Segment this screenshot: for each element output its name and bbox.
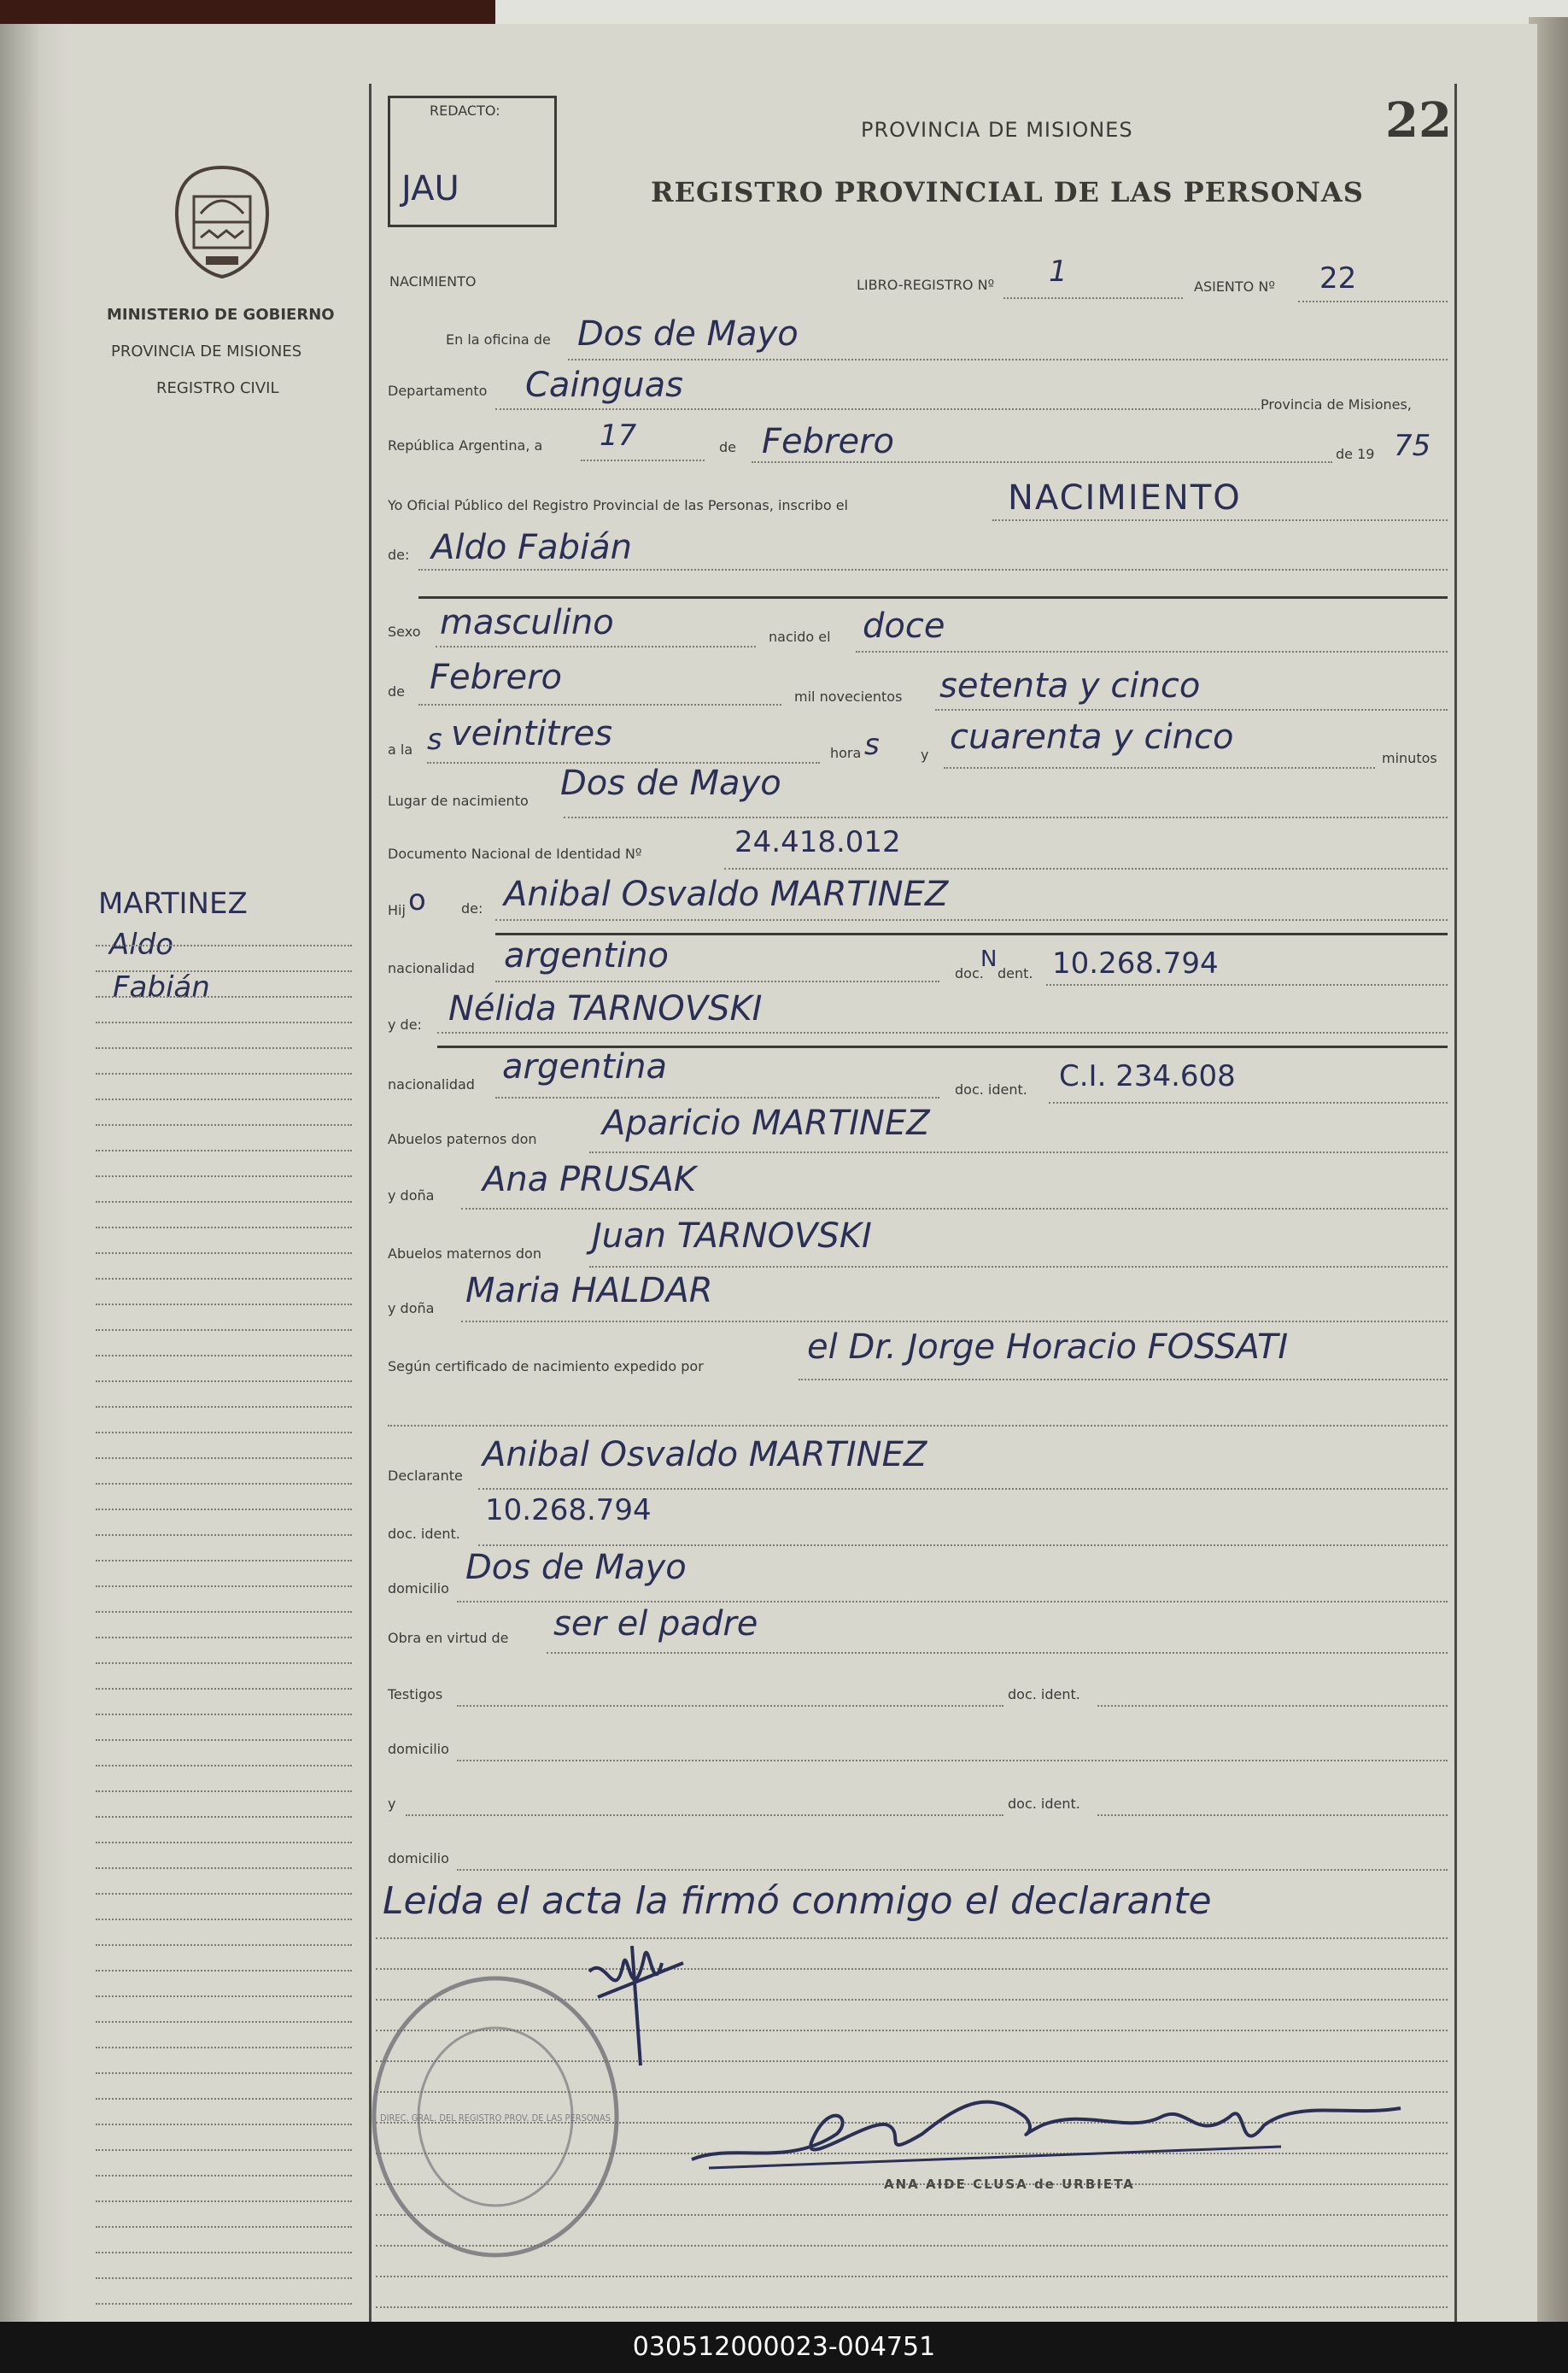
decl-doc-label: doc. ident. — [388, 1526, 460, 1542]
closing-statement: Leida el acta la firmó conmigo el declarante — [383, 1879, 1212, 1923]
testigo-2-doc-line — [1097, 1814, 1448, 1816]
mes-line — [752, 461, 1332, 463]
margin-line — [96, 1970, 352, 1972]
nacido-line — [856, 651, 1448, 653]
dia-value: 17 — [600, 419, 637, 453]
margin-line — [96, 2098, 352, 2100]
signature-line — [376, 1937, 1448, 1939]
abuela-paterna-value: Ana PRUSAK — [483, 1160, 697, 1199]
margin-line — [96, 1765, 352, 1767]
page-top-edge — [495, 0, 1568, 26]
departamento-label: Departamento — [388, 383, 488, 399]
nacido-label: nacido el — [769, 629, 831, 645]
margin-line — [96, 970, 352, 972]
padre-rule — [495, 933, 1448, 935]
left-province-label: PROVINCIA DE MISIONES — [111, 343, 302, 360]
nombre-line — [418, 569, 1448, 571]
dia-line — [581, 460, 705, 461]
provincia-suffix: Provincia de Misiones, — [1261, 396, 1412, 413]
de-padre-label: de: — [461, 900, 483, 917]
margin-line — [96, 1022, 352, 1023]
horas-label: hora — [830, 745, 862, 761]
margin-line — [96, 1611, 352, 1613]
margin-line — [96, 1432, 352, 1433]
redacto-value: JAU — [401, 169, 459, 208]
anio-value: 75 — [1394, 429, 1431, 463]
margin-line — [96, 2021, 352, 2023]
y-label-2: y — [388, 1796, 396, 1812]
testigo-2-line — [406, 1814, 1003, 1816]
domicilio-label-2: domicilio — [388, 1741, 449, 1757]
lugar-line — [564, 817, 1448, 818]
padre-nac-value: argentino — [504, 936, 669, 976]
margin-line — [96, 1047, 352, 1049]
testigo-1-domicilio-line — [457, 1760, 1448, 1761]
domicilio-line — [457, 1601, 1448, 1603]
y-dona-label: y doña — [388, 1187, 435, 1204]
margin-line — [96, 1252, 352, 1254]
madre-nac-value: argentina — [502, 1047, 667, 1087]
nacido-mes-line — [418, 704, 781, 706]
page-number: 22 — [1385, 92, 1452, 149]
doc-ident-label: doc. — [955, 965, 984, 981]
de-label-2: de — [388, 683, 405, 700]
nacionalidad-label-2: nacionalidad — [388, 1076, 475, 1093]
abuelo-paterno-line — [589, 1151, 1448, 1153]
dni-label: Documento Nacional de Identidad Nº — [388, 846, 642, 862]
obra-line — [547, 1652, 1448, 1654]
decl-doc-line — [478, 1544, 1448, 1546]
margin-line — [96, 1585, 352, 1587]
test-doc-label: doc. ident. — [1008, 1686, 1080, 1702]
abuelo-materno-line — [589, 1266, 1448, 1268]
margin-line — [96, 1919, 352, 1920]
nacido-mes-value: Febrero — [430, 658, 562, 697]
book-cover-edge — [0, 0, 495, 26]
libro-label: LIBRO-REGISTRO Nº — [857, 277, 995, 293]
departamento-value: Cainguas — [525, 366, 683, 405]
test-doc-label-2: doc. ident. — [1008, 1796, 1080, 1812]
abuela-materna-value: Maria HALDAR — [465, 1271, 713, 1310]
margin-line — [96, 1406, 352, 1408]
certificado-label: Según certificado de nacimiento expedido por — [388, 1358, 704, 1374]
de-nombre-label: de: — [388, 547, 410, 563]
margin-line — [96, 1816, 352, 1818]
oficina-line — [568, 359, 1448, 360]
margin-line — [96, 2303, 352, 2305]
margin-line — [96, 1739, 352, 1741]
madre-doc-value: C.I. 234.608 — [1059, 1059, 1236, 1093]
margin-line — [96, 1867, 352, 1869]
abuelo-materno-value: Juan TARNOVSKI — [592, 1216, 872, 1256]
margin-line — [96, 1073, 352, 1075]
a-las-suffix: s — [427, 723, 442, 757]
margin-line — [96, 2226, 352, 2228]
acto-line — [992, 519, 1448, 521]
mes-value: Febrero — [762, 422, 894, 461]
margin-line — [96, 1714, 352, 1715]
acto-value: NACIMIENTO — [1008, 478, 1242, 518]
margin-line — [96, 1944, 352, 1946]
sexo-label: Sexo — [388, 624, 421, 640]
margin-line — [96, 2175, 352, 2177]
padre-doc-value: 10.268.794 — [1052, 946, 1219, 981]
province-header: PROVINCIA DE MISIONES — [861, 118, 1133, 142]
margin-line — [96, 2149, 352, 2151]
nacido-dia-value: doce — [863, 606, 945, 646]
nacimiento-label: NACIMIENTO — [389, 273, 477, 290]
departamento-line — [495, 408, 1260, 410]
margin-line — [96, 1637, 352, 1638]
nombre-value: Aldo Fabián — [431, 528, 632, 567]
margin-second-name: Fabián — [113, 970, 210, 1005]
dni-line — [724, 868, 1448, 870]
domicilio-value: Dos de Mayo — [465, 1548, 687, 1587]
declarante-label: Declarante — [388, 1468, 463, 1484]
declarante-value: Anibal Osvaldo MARTINEZ — [483, 1435, 927, 1474]
abuela-materna-line — [461, 1321, 1448, 1322]
asiento-value: 22 — [1319, 261, 1357, 296]
domicilio-label-3: domicilio — [388, 1850, 449, 1866]
libro-value: 1 — [1049, 255, 1068, 289]
margin-line — [96, 2277, 352, 2279]
madre-nac-line — [495, 1097, 939, 1099]
margin-line — [96, 1329, 352, 1331]
asiento-line — [1298, 301, 1448, 302]
signature-line — [376, 2276, 1448, 2277]
y-de-label: y de: — [388, 1017, 422, 1033]
testigos-label: Testigos — [388, 1686, 443, 1702]
y-dona-label-2: y doña — [388, 1300, 435, 1316]
margin-line — [96, 1201, 352, 1203]
abuela-paterna-line — [461, 1208, 1448, 1210]
doc-ident-label-tail: dent. — [998, 965, 1033, 981]
margin-line — [96, 2200, 352, 2202]
mil-label: mil novecientos — [794, 688, 903, 705]
margin-line — [96, 1483, 352, 1485]
registry-title: REGISTRO PROVINCIAL DE LAS PERSONAS — [651, 176, 1364, 208]
abuelo-paterno-value: Aparicio MARTINEZ — [602, 1104, 930, 1143]
testigo-1-line — [457, 1705, 1003, 1707]
margin-line — [96, 1995, 352, 1997]
margin-line — [96, 2252, 352, 2253]
sexo-line — [436, 646, 756, 647]
anio-prefix: de 19 — [1336, 446, 1375, 462]
lugar-label: Lugar de nacimiento — [388, 793, 529, 809]
certificado-line-2 — [388, 1425, 1448, 1427]
decl-doc-value: 10.268.794 — [485, 1493, 652, 1527]
a-las-label: a la — [388, 741, 413, 758]
coat-of-arms-icon — [167, 162, 278, 282]
right-border — [1454, 84, 1457, 2339]
asiento-label: ASIENTO Nº — [1194, 278, 1275, 295]
padre-line — [495, 919, 1448, 921]
registry-page — [0, 24, 1537, 2322]
nacido-anio-line — [935, 709, 1448, 711]
de-label: de — [719, 439, 736, 455]
padre-value: Anibal Osvaldo MARTINEZ — [504, 875, 949, 914]
certificado-line — [799, 1379, 1448, 1380]
testigo-1-doc-line — [1097, 1705, 1448, 1707]
dni-value: 24.418.012 — [734, 825, 901, 859]
margin-line — [96, 945, 352, 946]
margin-line — [96, 2124, 352, 2125]
horas-suffix: s — [864, 728, 880, 762]
document-id: 030512000023-004751 — [0, 2322, 1568, 2373]
libro-line — [1003, 297, 1183, 299]
margin-line — [96, 1560, 352, 1561]
margin-line — [96, 1509, 352, 1510]
abuelos-paternos-label: Abuelos paternos don — [388, 1131, 537, 1147]
obra-value: ser el padre — [553, 1604, 758, 1644]
ministry-label: MINISTERIO DE GOBIERNO — [107, 306, 335, 324]
margin-line — [96, 1790, 352, 1792]
hijo-suffix: o — [408, 883, 426, 917]
republica-label: República Argentina, a — [388, 437, 543, 454]
margin-surname: MARTINEZ — [98, 887, 248, 921]
margin-line — [96, 1355, 352, 1356]
margin-line — [96, 1175, 352, 1177]
margin-line — [96, 1534, 352, 1536]
oficial-label: Yo Oficial Público del Registro Provincial de las Personas, inscribo el — [388, 497, 848, 513]
margin-line — [96, 1099, 352, 1100]
hijo-label: Hij — [388, 902, 406, 918]
official-signature — [683, 2065, 1418, 2185]
padre-nac-line — [495, 981, 939, 982]
minutos-label: minutos — [1382, 750, 1437, 766]
signature-line — [376, 1968, 1448, 1970]
declarante-line — [478, 1488, 1448, 1490]
margin-line — [96, 1227, 352, 1228]
oficina-value: Dos de Mayo — [577, 314, 799, 354]
margin-line — [96, 1688, 352, 1690]
madre-value: Nélida TARNOVSKI — [448, 989, 763, 1028]
margin-first-name: Aldo — [109, 928, 174, 962]
doc-ident-label-2: doc. ident. — [955, 1081, 1027, 1098]
margin-line — [96, 1124, 352, 1126]
registry-label: REGISTRO CIVIL — [156, 379, 279, 397]
sexo-value: masculino — [440, 603, 614, 642]
madre-doc-line — [1049, 1102, 1448, 1104]
lugar-value: Dos de Mayo — [560, 764, 781, 803]
abuelos-maternos-label: Abuelos maternos don — [388, 1245, 541, 1262]
margin-line — [96, 1457, 352, 1459]
domicilio-label: domicilio — [388, 1580, 449, 1597]
certificado-value: el Dr. Jorge Horacio FOSSATI — [807, 1327, 1289, 1367]
oficina-label: En la oficina de — [446, 331, 551, 348]
margin-line — [96, 1893, 352, 1895]
registry-seal — [367, 1972, 623, 2262]
nacido-anio-value: setenta y cinco — [939, 666, 1201, 706]
margin-line — [96, 1304, 352, 1305]
nombre-rule — [418, 596, 1448, 599]
seal-text: DIREC. GRAL. DEL REGISTRO PROV. DE LAS PERSONAS — [380, 2112, 611, 2124]
doc-ident-suffix: N — [980, 946, 998, 972]
redacto-label: REDACTO: — [430, 103, 500, 119]
margin-line — [96, 2047, 352, 2048]
margin-line — [96, 2072, 352, 2074]
nacionalidad-label: nacionalidad — [388, 960, 475, 976]
signature-line — [376, 2306, 1448, 2308]
margin-line — [96, 1662, 352, 1664]
margin-line — [96, 996, 352, 998]
minutos-value: cuarenta y cinco — [950, 718, 1234, 757]
padre-doc-line — [1046, 984, 1448, 986]
margin-line — [96, 1150, 352, 1151]
margin-line — [96, 1278, 352, 1280]
obra-label: Obra en virtud de — [388, 1630, 509, 1646]
margin-line — [96, 1842, 352, 1843]
official-stamp-text: ANA AIDE CLUSA de URBIETA — [884, 2177, 1135, 2192]
margin-line — [96, 1380, 352, 1382]
testigo-2-domicilio-line — [457, 1869, 1448, 1871]
y-label: y — [921, 747, 929, 763]
minutos-line — [944, 767, 1375, 769]
hora-value: veintitres — [451, 714, 613, 753]
madre-line — [437, 1032, 1448, 1034]
